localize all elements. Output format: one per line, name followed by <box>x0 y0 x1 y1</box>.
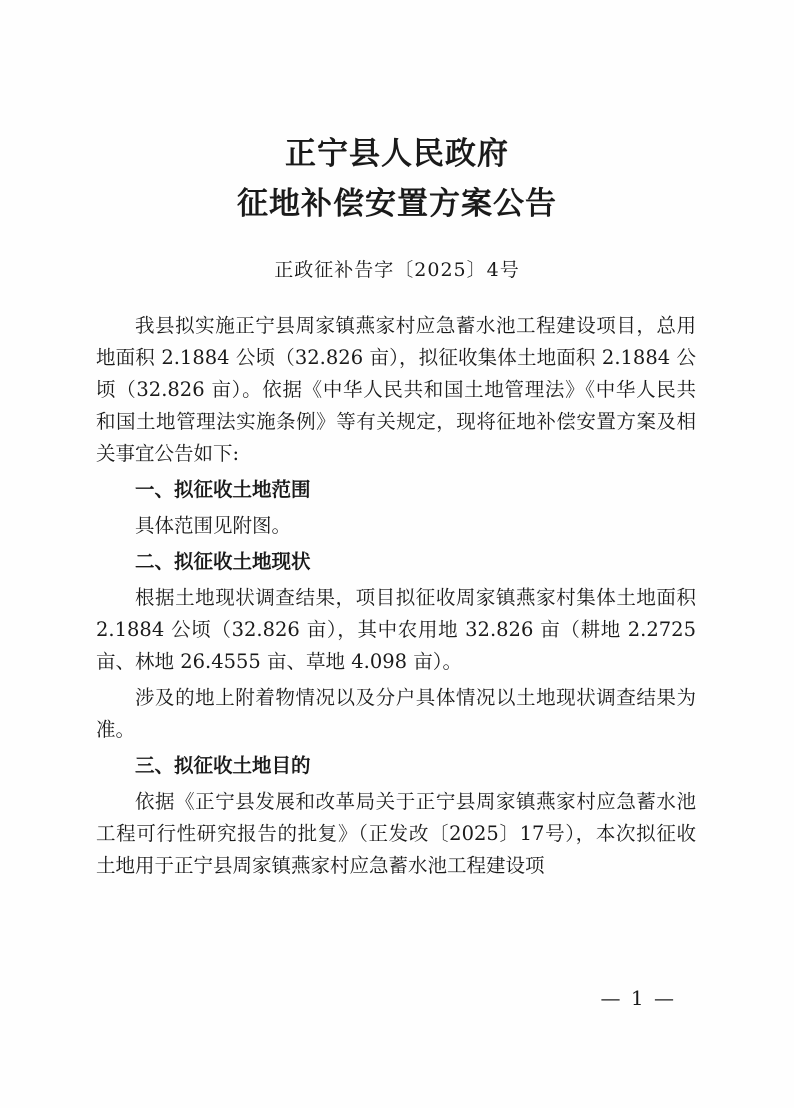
purpose-paragraph: 依据《正宁县发展和改革局关于正宁县周家镇燕家村应急蓄水池工程可行性研究报告的批复》（正发改〔2025〕17号），本次拟征收土地用于正宁县周家镇燕家村应急蓄水池工程建设项 <box>96 790 696 877</box>
document-number: 正政征补告字〔2025〕4号 <box>274 259 520 281</box>
page-number: — 1 — <box>600 986 676 1010</box>
scope-paragraph: 具体范围见附图。 <box>135 514 292 537</box>
status-paragraph: 根据土地现状调查结果，项目拟征收周家镇燕家村集体土地面积 2.1884 公顷（32.826 亩），其中农用地 32.826 亩（耕地 2.2725 亩、林地 26.4555 亩、草地 4.098 亩）。 <box>96 586 696 673</box>
intro-paragraph: 我县拟实施正宁县周家镇燕家村应急蓄水池工程建设项目，总用地面积 2.1884 公顷（32.826 亩），拟征收集体土地面积 2.1884 公顷（32.826 亩）。依据《中华人民共和国土地管理法》《中华人民共和国土地管理法实施条例》等有关规定，现将征地补偿安置方案及相关事宜公告如下: <box>96 314 696 465</box>
document-title-line1: 正宁县人民政府 <box>285 136 509 172</box>
attachments-paragraph: 涉及的地上附着物情况以及分户具体情况以土地现状调查结果为准。 <box>96 686 696 741</box>
section-heading-status: 二、拟征收土地现状 <box>135 550 311 573</box>
section-heading-purpose: 三、拟征收土地目的 <box>135 754 311 777</box>
section-heading-scope: 一、拟征收土地范围 <box>135 478 311 501</box>
document-title-line2: 征地补偿安置方案公告 <box>237 186 557 222</box>
document-body <box>96 310 696 886</box>
